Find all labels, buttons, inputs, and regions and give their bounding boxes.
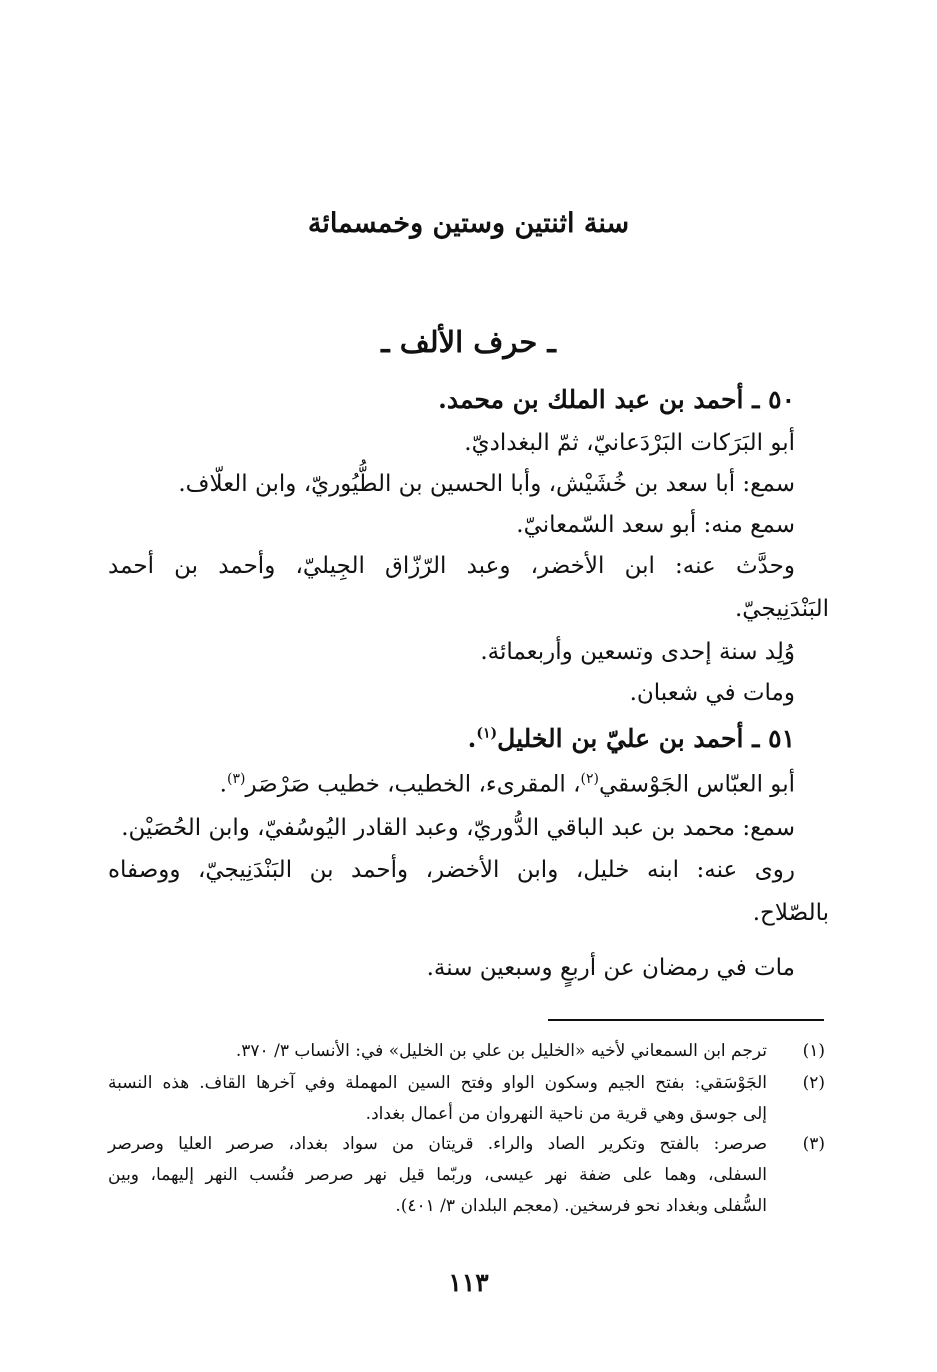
- footnote-3-text-line-3: السُّفلى وبغداد نحو فرسخين. (معجم البلدان ٣/ ٤٠١).: [395, 1196, 767, 1216]
- footnote-2-number: (٢): [802, 1073, 825, 1093]
- footnote-ref-2: (٢): [580, 771, 599, 787]
- entry-50-narrated-cont: البَنْدَنِيجيّ.: [734, 596, 829, 622]
- footnote-1-text: ترجم ابن السمعاني لأخيه «الخليل بن علي بن الخليل» في: الأنساب ٣/ ٣٧٠.: [235, 1041, 767, 1061]
- entry-51-heading-end: .: [467, 724, 477, 753]
- entry-51-heading: [468, 724, 795, 753]
- entry-51-kunya-b: ، المقرىء، الخطيب، خطيب صَرْصَر: [245, 771, 581, 798]
- entry-50-kunya: أبو البَرَكات البَرْدَعانيّ، ثمّ البغداديّ.: [464, 430, 795, 456]
- footnote-1-number: (١): [802, 1041, 825, 1061]
- entry-51-kunya: [220, 771, 795, 798]
- footnote-3-text-line-2: السفلى، وهما على ضفة نهر عيسى، وربّما قيل نهر صرصر فنُسب النهر إليهما، وبين: [108, 1165, 767, 1185]
- entry-51-died: مات في رمضان عن أربعٍ وسبعين سنة.: [426, 955, 795, 981]
- entry-50-narrated: وحدَّث عنه: ابن الأخضر، وعبد الرّزّاق الجِيليّ، وأحمد بن أحمد: [108, 553, 795, 579]
- footnote-3-number: (٣): [802, 1134, 825, 1154]
- entry-51-kunya-a: أبو العبّاس الجَوْسقي: [598, 771, 795, 798]
- entry-50-heard-from: سمع منه: أبو سعد السّمعانيّ.: [516, 512, 795, 538]
- entry-50-died: ومات في شعبان.: [629, 680, 795, 706]
- footnote-2-text-line-1: الجَوْسَقي: بفتح الجيم وسكون الواو وفتح السين المهملة وفي آخرها القاف. هذه النسبة: [108, 1073, 767, 1093]
- entry-51-heard: سمع: محمد بن عبد الباقي الدُّوريّ، وعبد القادر اليُوسُفيّ، وابن الحُصَيْن.: [121, 815, 795, 841]
- footnote-ref-3: (٣): [226, 771, 246, 787]
- page-number: ١١٣: [448, 1268, 489, 1297]
- section-heading: ـ حرف الألف ـ: [381, 325, 556, 359]
- year-title: سنة اثنتين وستين وخمسمائة: [307, 208, 630, 239]
- footnote-3-text-line-1: صرصر: بالفتح وتكرير الصاد والراء. قريتان من سواد بغداد، صرصر العليا وصرصر: [108, 1134, 767, 1154]
- entry-51-kunya-end: .: [219, 771, 227, 798]
- entry-51-narrated-cont: بالصّلاح.: [752, 900, 829, 926]
- entry-50-born: وُلِد سنة إحدى وتسعين وأربعمائة.: [480, 639, 795, 665]
- entry-51-narrated: روى عنه: ابنه خليل، وابن الأخضر، وأحمد بن البَنْدَنِيجيّ، ووصفاه: [108, 857, 795, 883]
- entry-50-heard: سمع: أبا سعد بن خُشَيْش، وأبا الحسين بن الطُّيُوريّ، وابن العلّاف.: [178, 471, 795, 497]
- entry-51-heading-text: ٥١ ـ أحمد بن عليّ بن الخليل: [497, 724, 795, 753]
- footnote-separator: [548, 1019, 824, 1021]
- footnote-ref-1: (١): [476, 725, 498, 742]
- entry-50-heading: ٥٠ ـ أحمد بن عبد الملك بن محمد.: [438, 385, 795, 414]
- footnote-2-text-line-2: إلى جوسق وهي قرية من ناحية النهروان من أعمال بغداد.: [365, 1104, 767, 1124]
